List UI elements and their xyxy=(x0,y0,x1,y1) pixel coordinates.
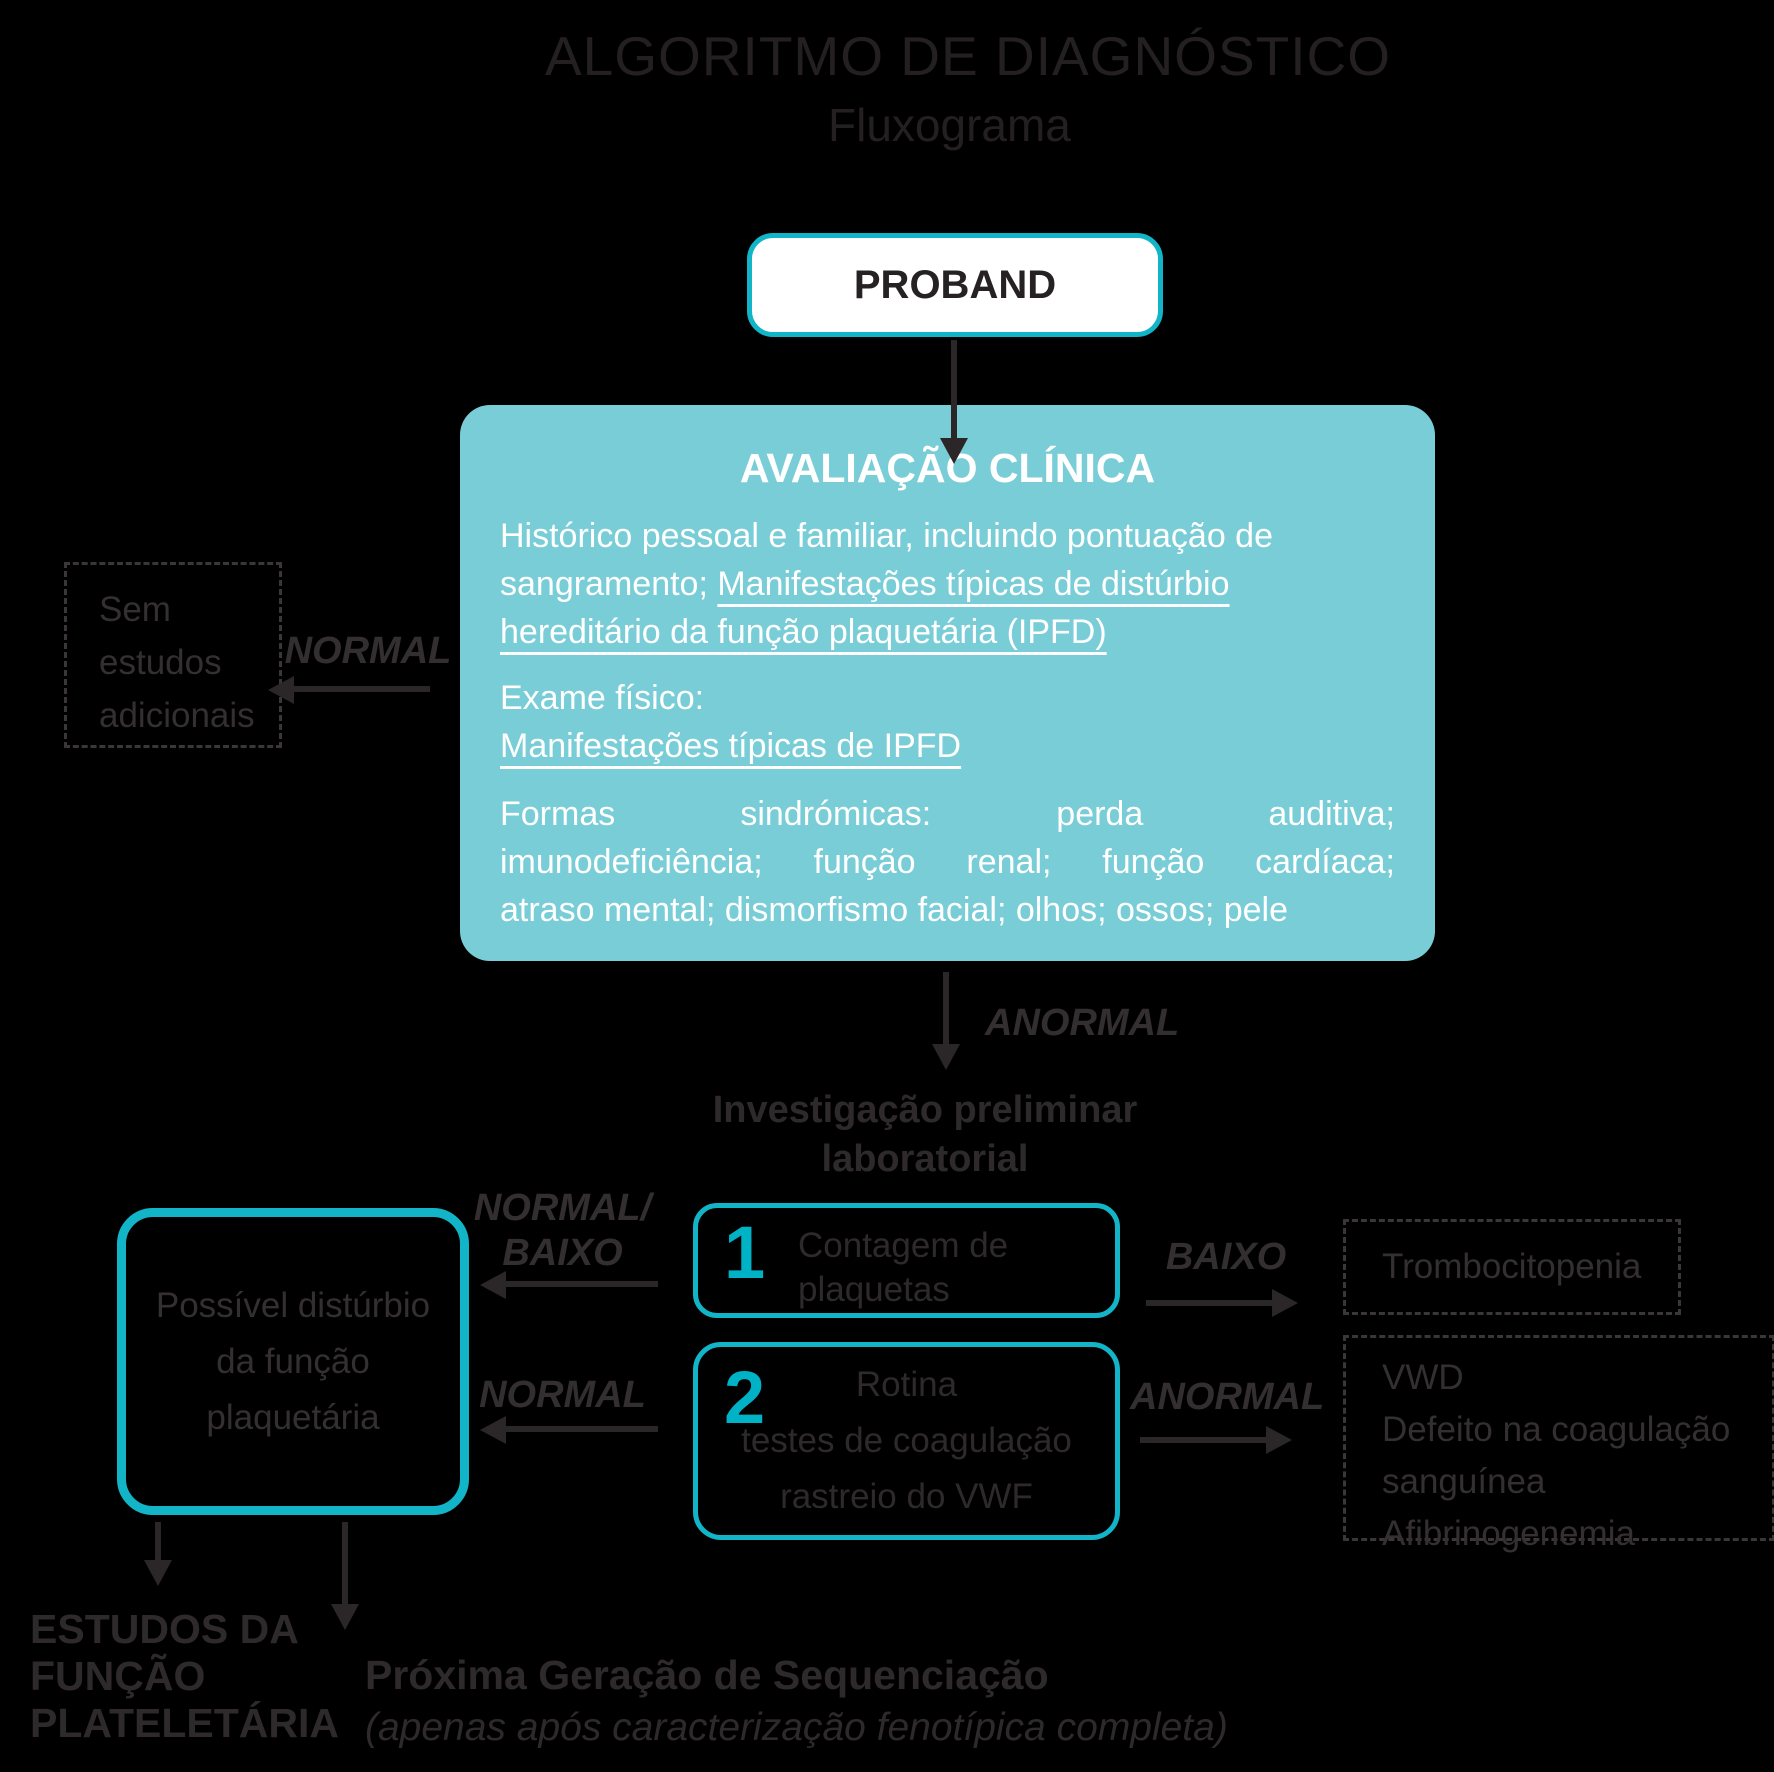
arrow-right-icon xyxy=(1272,1289,1298,1317)
clinical-history-paragraph xyxy=(500,512,1395,656)
arrow-down-icon xyxy=(155,1522,161,1562)
syndromic-forms-paragraph xyxy=(500,790,1395,934)
arrow-right-icon xyxy=(1146,1300,1272,1306)
arrow-left-icon xyxy=(480,1416,506,1444)
prelim-investigation-line: laboratorial xyxy=(821,1138,1029,1180)
clinical-history-line: Histórico pessoal e familiar, incluindo pontuação de xyxy=(500,517,1274,555)
vwd-item: Defeito na coagulação sanguínea xyxy=(1382,1410,1731,1501)
clinical-evaluation-node xyxy=(460,405,1435,961)
step2-label: Rotina testes de coagulação rastreio do VWF xyxy=(741,1365,1072,1516)
ngs-note: (apenas após caracterização fenotípica completa) xyxy=(365,1706,1228,1749)
physical-exam-manifestations: Manifestações típicas de IPFD xyxy=(500,727,962,765)
vwd-node xyxy=(1343,1335,1774,1553)
arrow-down-icon xyxy=(951,340,957,440)
possible-disorder-node: Possível distúrbio da função plaquetária xyxy=(117,1208,469,1515)
edge-label-normal-step2: NORMAL xyxy=(479,1374,646,1416)
vwd-item: Afibrinogenemia xyxy=(1382,1514,1635,1553)
arrow-left-icon xyxy=(506,1281,658,1287)
ngs-label: Próxima Geração de Sequenciação xyxy=(365,1652,1049,1698)
edge-label-anormal-step2: ANORMAL xyxy=(1130,1376,1325,1418)
syndromic-forms-line: atraso mental; dismorfismo facial; olhos; ossos; pele xyxy=(500,891,1289,929)
arrow-down-icon xyxy=(144,1560,172,1586)
arrow-right-icon xyxy=(1266,1426,1292,1454)
clinical-history-line: sangramento; Manifestações típicas de distúrbio xyxy=(500,565,1230,603)
thrombocytopenia-node xyxy=(1343,1219,1681,1315)
syndromic-forms-line: Formas sindrómicas: perda auditiva; xyxy=(500,795,1395,833)
proband-node xyxy=(747,233,1163,337)
clinical-evaluation-heading: AVALIAÇÃO CLÍNICA xyxy=(739,445,1156,491)
page-title: ALGORITMO DE DIAGNÓSTICO xyxy=(545,25,1392,87)
thrombocytopenia-label: Trombocitopenia xyxy=(1382,1247,1642,1286)
page-subtitle: Fluxograma xyxy=(828,99,1071,151)
step2-node xyxy=(693,1342,1120,1540)
vwd-item: VWD xyxy=(1382,1358,1464,1397)
syndromic-forms-line: imunodeficiência; função renal; função cardíaca; xyxy=(500,843,1395,881)
arrow-down-icon xyxy=(940,438,968,464)
step1-number: 1 xyxy=(724,1211,766,1294)
edge-label-normal-clinical: NORMAL xyxy=(284,630,452,672)
arrow-left-icon xyxy=(268,676,294,704)
step1-node xyxy=(693,1203,1120,1318)
edge-label-normal-baixo: NORMAL/ BAIXO xyxy=(473,1187,652,1274)
arrow-left-icon xyxy=(480,1271,506,1299)
prelim-investigation-label xyxy=(640,1086,1210,1184)
platelet-function-studies-label: ESTUDOS DA FUNÇÃO PLATELETÁRIA xyxy=(30,1606,340,1746)
arrow-left-icon xyxy=(506,1426,658,1432)
physical-exam-paragraph xyxy=(500,674,1395,770)
edge-label-anormal-clinical: ANORMAL xyxy=(985,1002,1180,1044)
prelim-investigation-line: Investigação preliminar xyxy=(712,1089,1138,1131)
edge-label-baixo: BAIXO xyxy=(1165,1236,1287,1278)
step2-number: 2 xyxy=(724,1356,766,1439)
clinical-history-line: hereditário da função plaquetária (IPFD) xyxy=(500,613,1107,651)
no-further-studies-line: adicionais xyxy=(99,696,255,735)
arrow-down-icon xyxy=(342,1522,348,1606)
no-further-studies-line: estudos xyxy=(99,643,222,682)
physical-exam-label: Exame físico: xyxy=(500,679,705,717)
no-further-studies-node xyxy=(64,562,282,748)
arrow-down-icon xyxy=(943,972,949,1046)
arrow-down-icon xyxy=(932,1044,960,1070)
arrow-left-icon xyxy=(294,686,430,692)
no-further-studies-line: Sem xyxy=(99,590,171,629)
arrow-right-icon xyxy=(1140,1437,1266,1443)
proband-label: PROBAND xyxy=(853,262,1057,307)
step1-label: Contagem de plaquetas xyxy=(798,1226,1009,1309)
